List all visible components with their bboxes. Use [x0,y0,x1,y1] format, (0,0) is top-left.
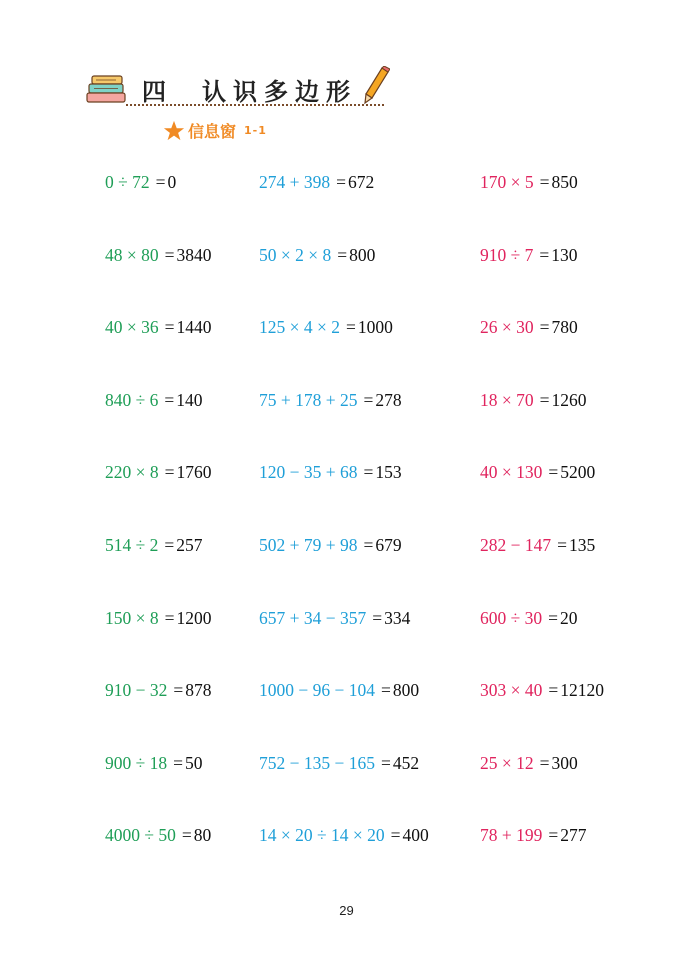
equation-expression: 48 × 80 [105,244,159,265]
equation-row [0,388,693,412]
equals-sign: = [548,607,558,628]
equation-expression: 25 × 12 [480,752,534,773]
equation [480,388,587,412]
equals-sign: = [381,752,391,773]
equation [259,606,410,630]
equation-answer: 1260 [551,389,587,410]
equals-sign: = [164,389,175,410]
equation [259,460,402,484]
equation [259,751,419,775]
equation [105,388,202,412]
equals-sign: = [390,825,401,846]
equation-answer: 400 [402,825,429,846]
equals-sign: = [548,462,559,483]
equals-sign: = [181,825,192,846]
equation-row [0,533,693,557]
equation-answer: 135 [569,535,596,555]
equation [105,751,202,775]
equals-sign: = [173,680,184,701]
equation [480,170,578,194]
equals-sign: = [548,680,559,701]
equals-sign: = [363,535,374,555]
equation-expression: 125 × 4 × 2 [259,317,340,338]
equation-expression: 840 ÷ 6 [105,389,159,410]
equals-sign: = [164,535,175,555]
equation [480,243,577,267]
equation [259,388,402,412]
equation-expression: 274 + 398 [259,172,331,192]
equals-sign: = [539,172,550,192]
equation-answer: 257 [176,535,203,555]
equation [105,606,212,630]
equals-sign: = [164,462,175,483]
equals-sign: = [548,825,559,846]
equation-expression: 120 − 35 + 68 [259,462,358,483]
equals-sign: = [539,389,550,410]
equation-answer: 850 [551,172,578,192]
equals-sign: = [164,244,175,265]
equation [105,315,212,339]
equation-expression: 75 + 178 + 25 [259,389,358,410]
equation-answer: 679 [375,535,402,555]
equation [259,678,419,702]
equals-sign: = [363,462,374,483]
equation [259,315,393,339]
equation [105,460,212,484]
equation [105,678,212,702]
equation-expression: 40 × 130 [480,462,543,483]
equation [105,533,202,557]
equals-sign: = [363,389,374,410]
equation-answer: 1000 [357,317,393,338]
equation [480,823,587,847]
section-label: 信息窗 [188,122,237,141]
equation [480,751,578,775]
equation-expression: 50 × 2 × 8 [259,244,332,265]
equation-row [0,315,693,339]
equation-expression: 18 × 70 [480,389,534,410]
equals-sign: = [372,607,383,628]
equation-answer: 672 [348,172,375,192]
equation [259,823,429,847]
equation-row [0,243,693,267]
page-number: 29 [339,903,354,918]
equation-expression: 752 − 135 − 165 [259,752,375,773]
equation-row [0,678,693,702]
equals-sign: = [346,317,356,338]
equation-answer: 140 [176,389,203,410]
equals-sign: = [155,172,166,192]
equals-sign: = [539,317,550,338]
chapter-title: 认识多边形 [202,78,357,106]
equals-sign: = [336,172,346,192]
equation [259,533,402,557]
equation-answer: 1200 [176,607,212,628]
equation-answer: 800 [349,244,376,265]
equation-answer: 334 [384,607,411,628]
chapter-number: 四 [142,78,172,106]
equation-expression: 26 × 30 [480,317,534,338]
equation-expression: 600 ÷ 30 [480,607,543,628]
equation [105,823,211,847]
equation-expression: 900 ÷ 18 [105,752,168,773]
equation [259,170,374,194]
equation-answer: 50 [184,752,203,773]
equation [480,678,604,702]
equation-answer: 0 [167,172,177,192]
equation [480,315,578,339]
equals-sign: = [539,244,550,265]
equation-answer: 130 [551,244,578,265]
equation-expression: 0 ÷ 72 [105,172,150,192]
equation-expression: 657 + 34 − 357 [259,607,367,628]
equation-expression: 282 − 147 [480,535,552,555]
equation [259,243,375,267]
equation-answer: 277 [560,825,587,846]
equation-answer: 278 [375,389,402,410]
equals-sign: = [557,535,567,555]
equals-sign: = [164,607,175,628]
equation [480,533,595,557]
equation-answer: 300 [551,752,578,773]
equals-sign: = [337,244,348,265]
equals-sign: = [539,752,550,773]
equation-expression: 14 × 20 ÷ 14 × 20 [259,825,385,846]
equation-expression: 4000 ÷ 50 [105,825,176,846]
equation-expression: 170 × 5 [480,172,534,192]
equation-expression: 1000 − 96 − 104 [259,680,375,701]
equation-answer: 80 [193,825,212,846]
equation-answer: 5200 [560,462,596,483]
equation-row [0,606,693,630]
equation-expression: 303 × 40 [480,680,543,701]
equation [480,606,577,630]
equals-sign: = [173,752,183,773]
equation-answer: 800 [392,680,420,701]
equals-sign: = [381,680,391,701]
equation-answer: 452 [392,752,420,773]
equation [480,460,595,484]
equation-expression: 78 + 199 [480,825,543,846]
equation-row [0,751,693,775]
equation-expression: 514 ÷ 2 [105,535,159,555]
equation-answer: 153 [375,462,402,483]
equation-answer: 878 [185,680,212,701]
equation-expression: 910 − 32 [105,680,168,701]
equation-expression: 40 × 36 [105,317,159,338]
equation-expression: 150 × 8 [105,607,159,628]
equation-answer: 12120 [560,680,604,701]
equals-sign: = [164,317,175,338]
equation [105,170,176,194]
section-number: 1-1 [244,124,267,137]
equation-expression: 910 ÷ 7 [480,244,534,265]
equation-expression: 502 + 79 + 98 [259,535,358,555]
equation-answer: 20 [559,607,578,628]
equation-answer: 1760 [176,462,212,483]
equation-row [0,170,693,194]
equation-row [0,823,693,847]
equation-answer: 1440 [176,317,212,338]
equation-answer: 3840 [176,244,212,265]
equation-answer: 780 [551,317,578,338]
equation-row [0,460,693,484]
equation-expression: 220 × 8 [105,462,159,483]
equation [105,243,212,267]
